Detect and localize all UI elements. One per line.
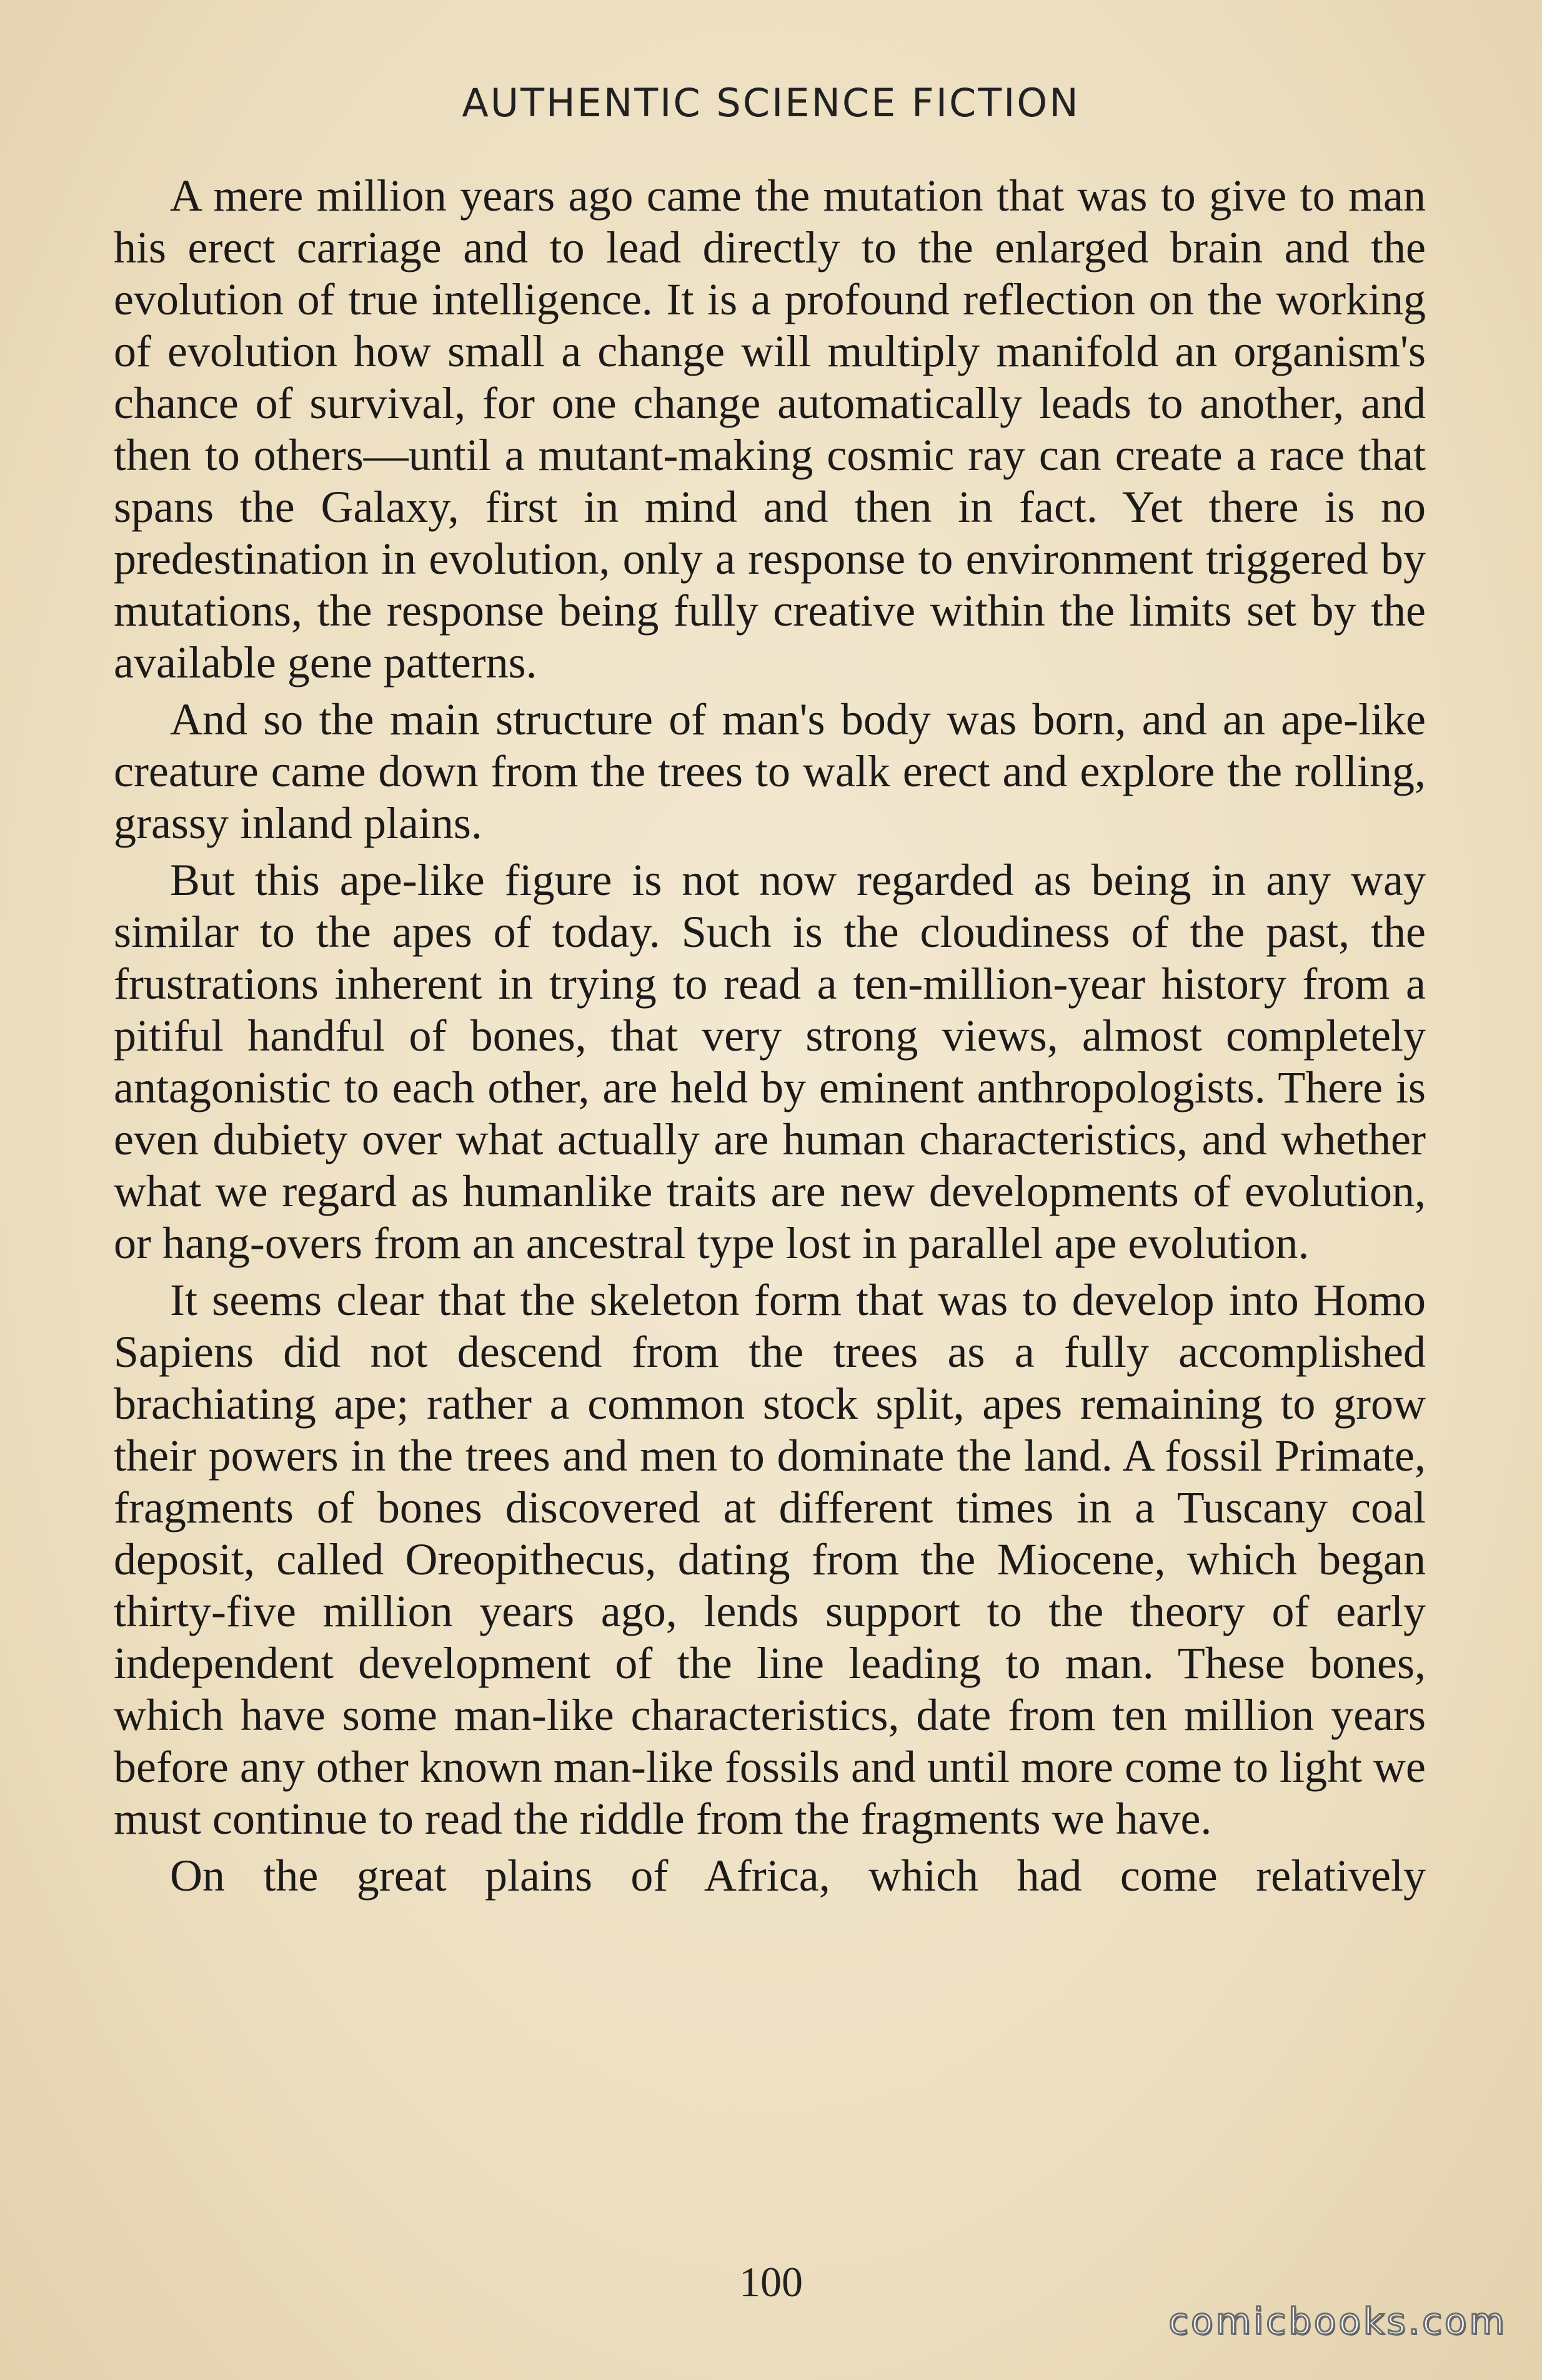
paragraph-5: On the great plains of Africa, which had come relatively <box>170 1851 1426 1901</box>
paragraph-4: It seems clear that the skeleton form that was to develop into Homo Sapiens did not descend from the trees as a fully accomplished brachiating ape; rather a common stock split, apes remaining to grow their powers in the trees and men to dominate the land. A fossil Primate, fragments of bones discovered at different times in a Tuscany coal deposit, called Oreopithecus, dating from the Miocene, which began thirty-five million years ago, lends support to the theory of early independent development of the line leading to man. These bones, which have some man-like characteristics, date from ten million years before any other known man-like fossils and until more come to light we must continue to read the riddle from the fragments we have. <box>114 1275 1426 1844</box>
page-number: 100 <box>739 2258 803 2306</box>
running-header: AUTHENTIC SCIENCE FICTION <box>462 80 1080 126</box>
paragraph-2: And so the main structure of man's body was born, and an ape-like creature came down from the trees to walk erect and explore the rolling, grassy inland plains. <box>114 694 1426 848</box>
watermark-logo: comicbooks.com <box>1168 2300 1507 2342</box>
body-text <box>114 170 1426 1907</box>
paragraph-3: But this ape-like figure is not now regarded as being in any way similar to the apes of today. Such is the cloudiness of the past, the frustrations inherent in trying to read a ten-million-year history from a pitiful handful of bones, that very strong views, almost completely antagonistic to each other, are held by eminent anthropologists. There is even dubiety over what actually are human characteristics, and whether what we regard as humanlike traits are new developments of evolution, or hang-overs from an ancestral type lost in parallel ape evolution. <box>114 855 1426 1268</box>
paragraph-1: A mere million years ago came the mutation that was to give to man his erect carriage and to lead directly to the enlarged brain and the evolution of true intelligence. It is a profound reflection on the working of evolution how small a change will multiply manifold an organism's chance of survival, for one change automatically leads to another, and then to others—until a mutant-making cosmic ray can create a race that spans the Galaxy, first in mind and then in fact. Yet there is no predestination in evolution, only a response to environment triggered by mutations, the response being fully creative within the limits set by the available gene patterns. <box>114 171 1426 688</box>
